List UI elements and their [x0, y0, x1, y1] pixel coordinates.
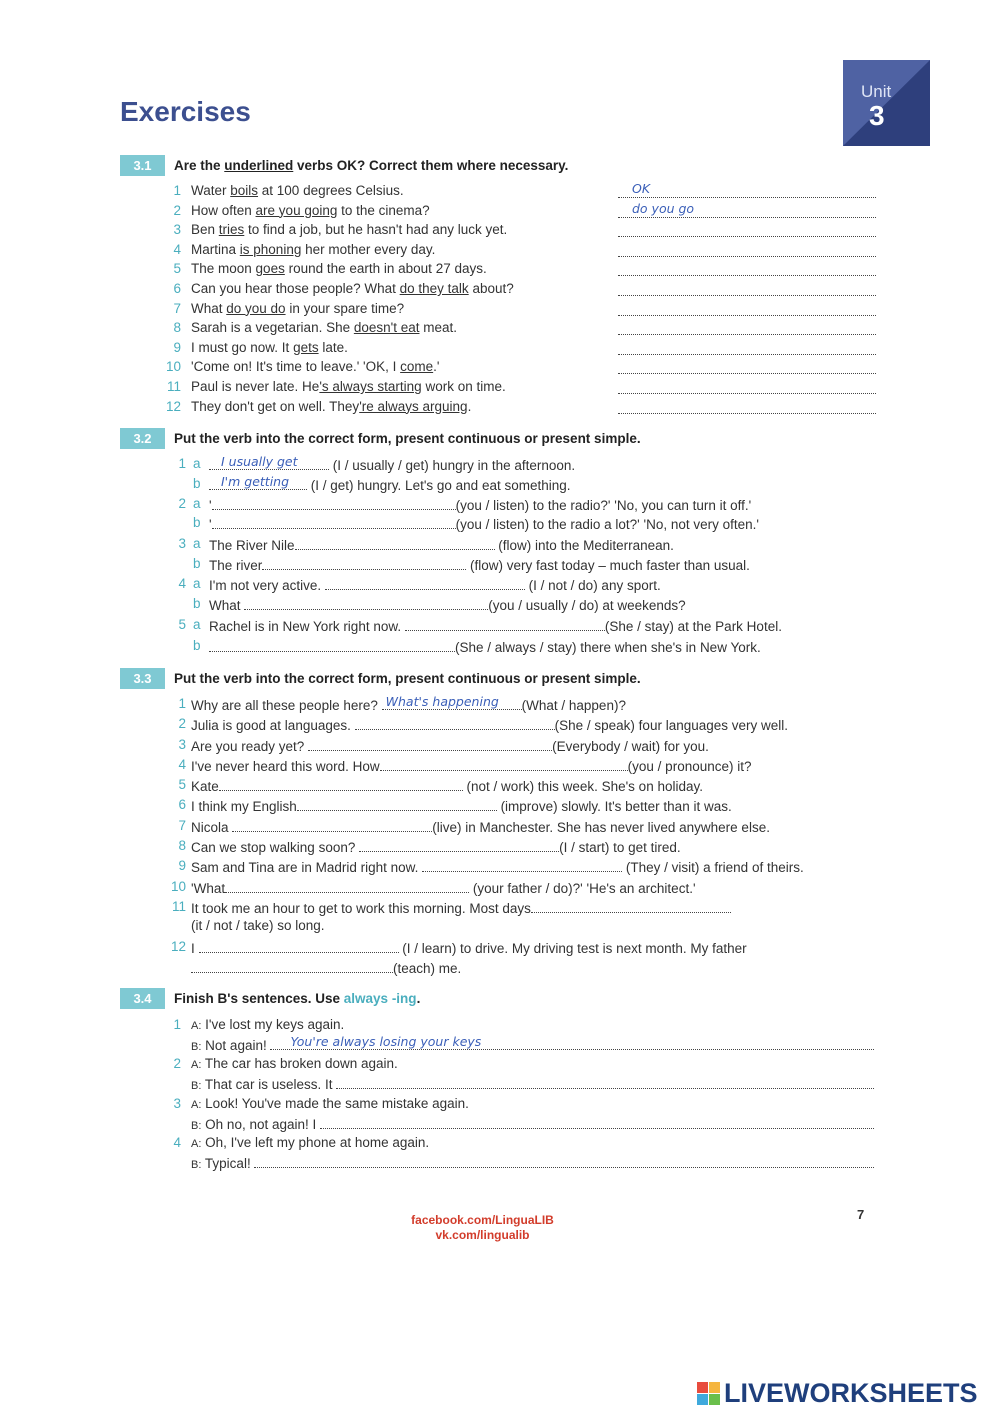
item-number: 11: [166, 379, 181, 394]
answer-field[interactable]: [209, 476, 307, 490]
item-number: 4: [173, 241, 181, 257]
speaker-a-line: A: I've lost my keys again.: [191, 1017, 345, 1032]
item-number: 4: [178, 757, 186, 772]
exercise-3-3-5: Kate (not / work) this week. She's on holiday.: [191, 779, 703, 794]
answer-field[interactable]: [355, 716, 555, 730]
exercise-3-2-4a: I'm not very active. (I / not / do) any sport.: [209, 578, 661, 593]
exercise-3-1-item: They don't get on well. They're always arguing.: [191, 398, 472, 414]
speaker-b-line: B: That car is useless. It: [191, 1075, 874, 1092]
page-number: 7: [857, 1207, 865, 1222]
answer-field[interactable]: [422, 858, 622, 872]
unit-number: 3: [869, 100, 885, 131]
handwritten-answer: I usually get: [221, 454, 298, 469]
answer-field[interactable]: [209, 638, 455, 652]
item-number: 10: [165, 359, 181, 375]
item-number: 3: [178, 536, 186, 551]
answer-field[interactable]: [405, 617, 605, 631]
answer-field[interactable]: [382, 696, 522, 710]
item-number: 7: [173, 300, 181, 316]
item-number: 5: [173, 261, 181, 277]
exercise-3-2-5b: (She / always / stay) there when she's in New York.: [209, 638, 761, 655]
section-badge-3-3: 3.3: [120, 668, 165, 689]
exercise-3-1-item: I must go now. It gets late.: [191, 339, 348, 355]
item-number: 6: [173, 281, 181, 296]
item-letter: a: [193, 576, 201, 591]
exercise-3-1-item: Paul is never late. He's always starting work on time.: [191, 379, 506, 394]
exercise-3-1-item: What do you do in your spare time?: [191, 300, 405, 316]
handwritten-answer: I'm getting: [221, 474, 290, 489]
exercise-3-3-12: I (I / learn) to drive. My driving test is next month. My father: [191, 941, 747, 956]
answer-field[interactable]: [531, 899, 731, 913]
speaker-a-line: A: Look! You've made the same mistake again.: [191, 1095, 469, 1111]
section-heading-3-1: Are the underlined verbs OK? Correct them where necessary.: [174, 158, 569, 173]
item-number: 5: [178, 777, 186, 792]
answer-field[interactable]: [618, 400, 876, 414]
logo-icon: [697, 1382, 720, 1405]
liveworksheets-logo: [697, 1378, 978, 1409]
exercise-3-3-3: Are you ready yet? (Everybody / wait) for you.: [191, 739, 709, 754]
section-heading-3-3: Put the verb into the correct form, present continuous or present simple.: [174, 671, 641, 686]
item-number: 9: [178, 858, 186, 873]
speaker-b-line: B: Oh no, not again! I: [191, 1115, 874, 1132]
answer-field[interactable]: [325, 576, 525, 590]
answer-field[interactable]: [618, 380, 876, 394]
exercise-3-1-item: Ben tries to find a job, but he hasn't had any luck yet.: [191, 222, 508, 238]
speaker-b-line: B: Typical!: [191, 1154, 874, 1171]
answer-field[interactable]: [244, 596, 488, 610]
item-letter: a: [193, 536, 201, 551]
item-letter: a: [193, 617, 201, 632]
exercise-3-2-3a: The River Nile (flow) into the Mediterranean.: [209, 538, 674, 553]
item-number: 1: [173, 1017, 181, 1032]
exercise-3-2-2a: ' (you / listen) to the radio?' 'No, you can turn it off.': [209, 498, 752, 513]
answer-field[interactable]: [199, 939, 399, 953]
exercise-3-1-item: 'Come on! It's time to leave.' 'OK, I come.': [191, 359, 440, 375]
item-number: 3: [178, 737, 186, 752]
exercise-3-2-4b: What (you / usually / do) at weekends?: [209, 598, 686, 613]
answer-field[interactable]: [262, 556, 466, 570]
item-letter: a: [193, 456, 201, 471]
item-letter: b: [193, 476, 201, 491]
exercise-3-3-4: I've never heard this word. How (you / pronounce) it?: [191, 759, 752, 774]
exercise-3-3-9: Sam and Tina are in Madrid right now. (They / visit) a friend of theirs.: [191, 860, 804, 875]
item-number: 1: [173, 183, 181, 198]
section-badge-3-2: 3.2: [120, 428, 165, 449]
speaker-a-line: A: Oh, I've left my phone at home again.: [191, 1135, 430, 1151]
item-letter: a: [193, 496, 201, 511]
exercise-3-3-11-cont: (it / not / take) so long.: [191, 918, 325, 933]
speaker-a-line: A: The car has broken down again.: [191, 1056, 398, 1072]
answer-field[interactable]: [212, 496, 456, 510]
exercise-3-1-item: Can you hear those people? What do they talk about?: [191, 281, 514, 296]
answer-field[interactable]: [618, 223, 876, 237]
unit-label: Unit: [861, 82, 892, 101]
answer-field[interactable]: [359, 838, 559, 852]
answer-field[interactable]: [618, 302, 876, 316]
item-number: 3: [173, 1095, 181, 1111]
answer-field[interactable]: [219, 777, 463, 791]
section-badge-3-4: 3.4: [120, 988, 165, 1009]
answer-field[interactable]: [380, 757, 628, 771]
answer-field[interactable]: [225, 879, 469, 893]
footer-link-vk[interactable]: vk.com/lingualib: [435, 1228, 530, 1242]
answer-field[interactable]: [308, 737, 552, 751]
exercise-3-2-5a: Rachel is in New York right now. (She / stay) at the Park Hotel.: [209, 619, 782, 634]
exercise-3-2-3b: The river (flow) very fast today – much faster than usual.: [209, 558, 750, 573]
item-letter: b: [193, 515, 201, 530]
item-letter: b: [193, 596, 201, 611]
item-number: 11: [171, 899, 186, 914]
exercise-3-1-item: How often are you going to the cinema?: [191, 202, 430, 218]
exercise-3-1-item: Water boils at 100 degrees Celsius.: [191, 183, 404, 198]
item-number: 4: [178, 576, 186, 591]
exercise-3-1-item: Sarah is a vegetarian. She doesn't eat meat.: [191, 320, 458, 336]
unit-badge-triangle: [843, 60, 930, 146]
item-number: 10: [170, 879, 186, 894]
exercise-3-3-11: It took me an hour to get to work this morning. Most days: [191, 899, 731, 916]
item-number: 2: [173, 202, 181, 218]
exercise-3-3-2: Julia is good at languages. (She / speak) four languages very well.: [191, 718, 789, 733]
item-letter: b: [193, 556, 201, 571]
exercise-3-2-1b: I'm getting (I / get) hungry. Let's go and eat something.: [209, 476, 571, 493]
exercise-3-1-item: The moon goes round the earth in about 27 days.: [191, 261, 487, 277]
item-number: 1: [178, 456, 186, 471]
answer-field[interactable]: [295, 536, 495, 550]
handwritten-answer: do you go: [632, 200, 695, 216]
exercise-3-3-7: Nicola (live) in Manchester. She has never lived anywhere else.: [191, 820, 770, 835]
exercise-3-3-10: 'What (your father / do)?' 'He's an architect.': [191, 881, 696, 896]
exercise-3-3-6: I think my English (improve) slowly. It's better than it was.: [191, 799, 732, 814]
exercise-3-3-1: Why are all these people here? What's happening (What / happen)?: [191, 694, 626, 713]
answer-field[interactable]: [232, 818, 432, 832]
speaker-b-line: B: Not again! You're always losing your keys: [191, 1036, 874, 1053]
item-number: 2: [173, 1056, 181, 1072]
item-number: 7: [178, 818, 186, 833]
item-number: 8: [178, 838, 186, 853]
footer-link-facebook[interactable]: facebook.com/LinguaLIB: [411, 1213, 554, 1227]
answer-field[interactable]: [618, 262, 876, 276]
item-number: 2: [178, 716, 186, 731]
exercise-3-3-12-cont: (teach) me.: [191, 959, 461, 976]
answer-field[interactable]: [212, 515, 456, 529]
item-number: 12: [170, 939, 186, 954]
section-heading-3-2: Put the verb into the correct form, present continuous or present simple.: [174, 431, 641, 446]
section-heading-3-4: Finish B's sentences. Use always -ing.: [174, 991, 421, 1006]
item-number: 1: [178, 696, 186, 711]
handwritten-answer: You're always losing your keys: [290, 1034, 482, 1049]
exercise-3-2-2b: ' (you / listen) to the radio a lot?' 'No, not very often.': [209, 517, 759, 532]
item-number: 6: [178, 797, 186, 812]
item-number: 12: [165, 398, 181, 414]
answer-field[interactable]: [254, 1154, 874, 1168]
exercise-3-2-1a: I usually get (I / usually / get) hungry in the afternoon.: [209, 456, 575, 473]
answer-field[interactable]: [297, 797, 497, 811]
answer-field[interactable]: [191, 959, 393, 973]
answer-field[interactable]: [618, 243, 876, 257]
item-number: 8: [173, 320, 181, 336]
answer-field[interactable]: [618, 181, 876, 198]
exercise-3-3-8: Can we stop walking soon? (I / start) to get tired.: [191, 840, 681, 855]
exercise-3-1-item: Martina is phoning her mother every day.: [191, 241, 436, 257]
answer-field[interactable]: [618, 321, 876, 335]
answer-field[interactable]: [209, 456, 329, 470]
item-number: 2: [178, 496, 186, 511]
item-number: 9: [173, 339, 181, 355]
answer-field[interactable]: [336, 1075, 874, 1089]
handwritten-answer: OK: [632, 181, 651, 196]
item-number: 4: [173, 1135, 181, 1151]
logo-text: LIVEWORKSHEETS: [724, 1378, 978, 1408]
answer-field[interactable]: [618, 341, 876, 355]
page-title: Exercises: [120, 96, 251, 127]
answer-field[interactable]: [320, 1115, 874, 1129]
item-number: 5: [178, 617, 186, 632]
answer-field[interactable]: [618, 360, 876, 374]
answer-field[interactable]: [270, 1036, 874, 1050]
answer-field[interactable]: [618, 282, 876, 296]
answer-field[interactable]: [618, 200, 876, 218]
item-letter: b: [193, 638, 201, 653]
item-number: 3: [173, 222, 181, 238]
section-badge-3-1: 3.1: [120, 155, 165, 176]
unit-badge: [843, 60, 930, 146]
handwritten-answer: What's happening: [385, 694, 499, 709]
